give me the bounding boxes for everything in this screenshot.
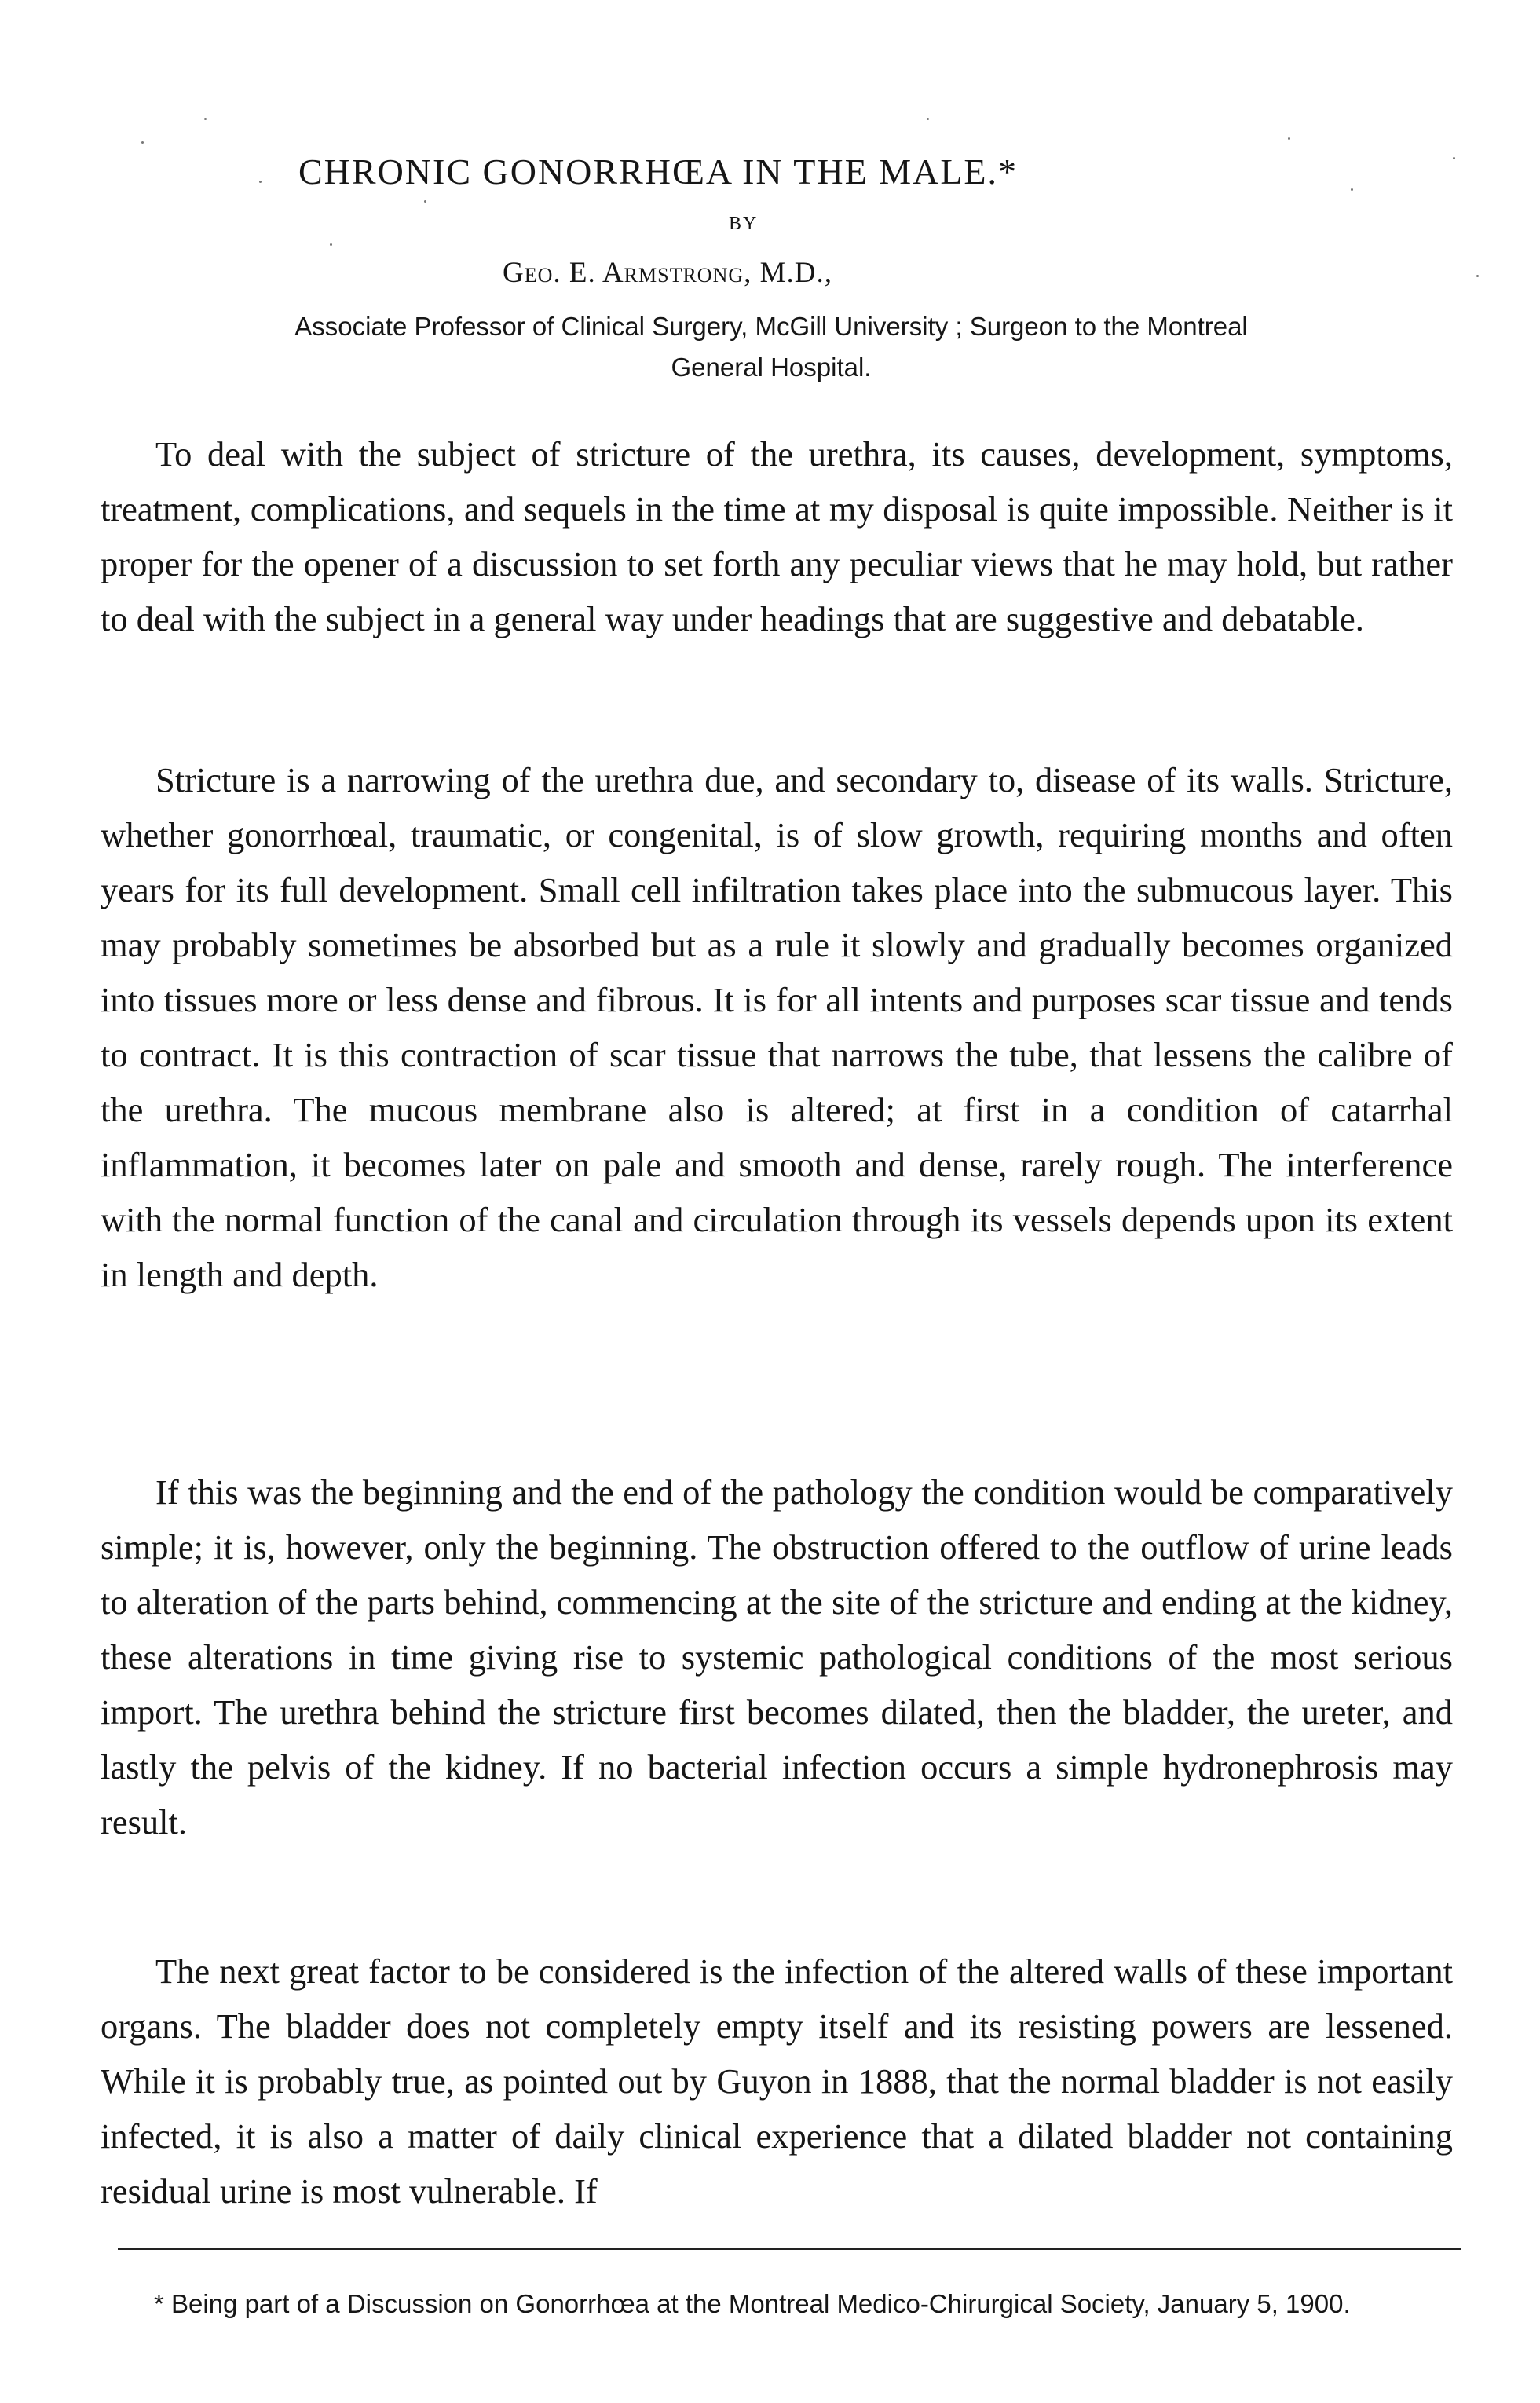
print-speck	[1288, 137, 1290, 140]
print-speck	[1351, 188, 1353, 191]
body-paragraph: The next great factor to be considered is the infection of the altered walls of these important organs. The bladder does not completely empty itself and its resisting powers are lessened. While it is probably true, as pointed out by Guyon in 1888, that the normal bladder is not easily infected, it is also a matter of daily clinical experience that a dilated bladder not containing residual urine is most vulnerable. If	[101, 1951, 1453, 2211]
print-speck	[927, 118, 929, 120]
print-speck	[1476, 275, 1479, 277]
body-paragraph: Stricture is a narrowing of the urethra due, and secondary to, disease of its walls. Stricture, whether gonorrhœal, traumatic, or congenital, is of slow growth, requiring months and often years for its full development. Small cell infiltration takes place into the submucous layer. This may probably sometimes be absorbed but as a rule it slowly and gradually becomes organized into tissues more or less dense and fibrous. It is for all intents and purposes scar tissue and tends to contract. It is this contraction of scar tissue that narrows the tube, that lessens the calibre of the urethra. The mucous membrane also is altered; at first in a condition of catarrhal inflammation, it becomes later on pale and smooth and dense, rarely rough. The interference with the normal function of the canal and circulation through its vessels depends upon its extent in length and depth.	[101, 759, 1453, 1294]
print-speck	[141, 141, 144, 144]
print-speck	[259, 181, 262, 183]
print-speck	[204, 118, 207, 120]
article-title: CHRONIC GONORRHŒA IN THE MALE.*	[298, 152, 1019, 192]
print-speck	[424, 200, 426, 203]
byline: BY	[729, 214, 759, 234]
body-paragraph: To deal with the subject of stricture of the urethra, its causes, development, symptoms, treatment, complications, and sequels in the time at my disposal is quite impossible. Neither is it proper for the opener of a discussion to set forth any peculiar views that he may hold, but rather to deal with the subject in a general way under headings that are suggestive and debatable.	[101, 433, 1453, 638]
print-speck	[1453, 157, 1455, 159]
author-name: Geo. E. Armstrong, M.D.,	[503, 257, 832, 289]
affiliation-line-1: Associate Professor of Clinical Surgery, McGill University ; Surgeon to the Montreal	[294, 312, 1248, 341]
footnote-rule	[118, 2248, 1461, 2250]
footnote: * Being part of a Discussion on Gonorrhœa at the Montreal Medico-Chirurgical Society, January 5, 1900.	[154, 2289, 1351, 2318]
body-paragraph: If this was the beginning and the end of the pathology the condition would be comparatively simple; it is, however, only the beginning. The obstruction offered to the outflow of urine leads to alteration of the parts behind, commencing at the site of the stricture and ending at the kidney, these alterations in time giving rise to systemic pathological conditions of the most serious import. The urethra behind the stricture first becomes dilated, then the bladder, the ureter, and lastly the pelvis of the kidney. If no bacterial infection occurs a simple hydronephrosis may result.	[101, 1472, 1453, 1842]
author-affiliation	[49, 306, 1494, 388]
affiliation-line-2: General Hospital.	[671, 353, 872, 382]
print-speck	[330, 243, 332, 246]
